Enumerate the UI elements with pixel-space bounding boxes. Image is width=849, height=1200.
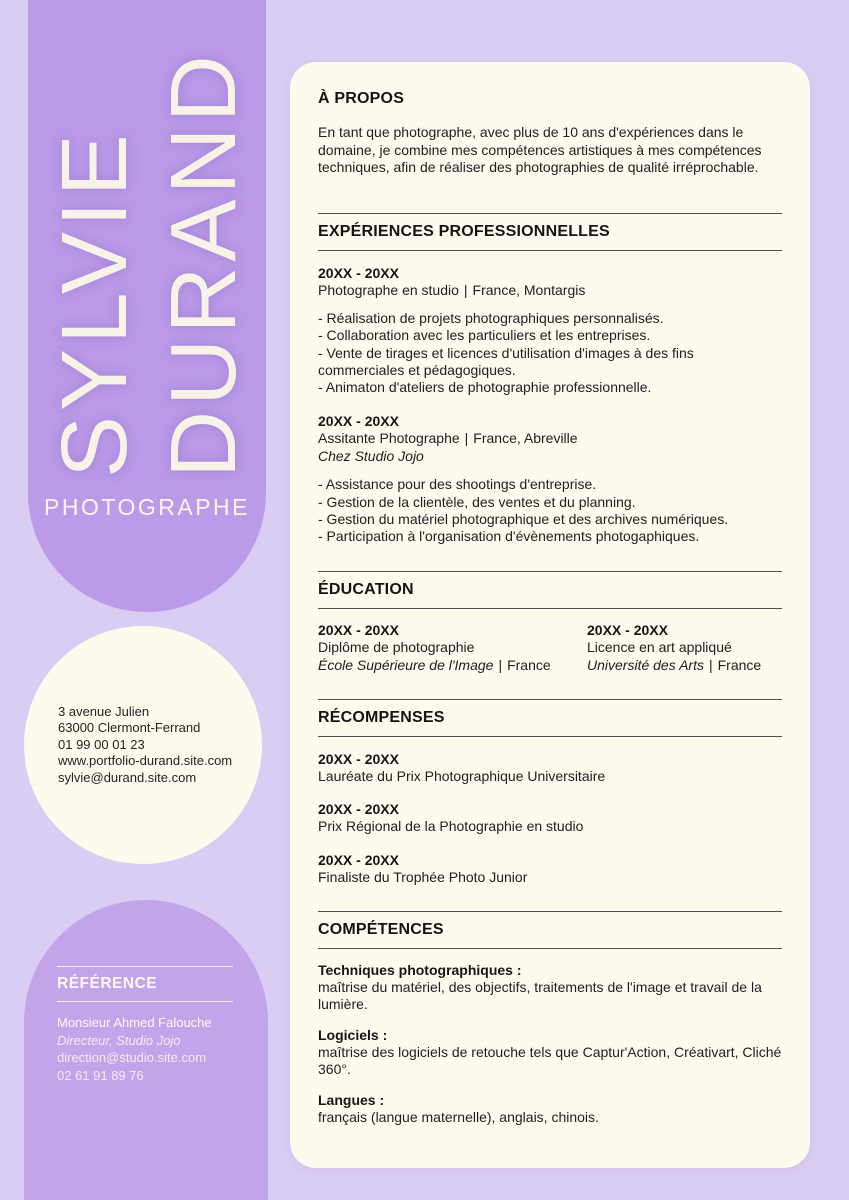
- education-dates: 20XX - 20XX: [587, 621, 668, 638]
- education-location: France: [507, 656, 551, 673]
- contact-address-line2: 63000 Clermont-Ferrand: [58, 720, 201, 736]
- education-entry: [318, 622, 587, 674]
- skill-label: Logiciels :: [318, 1026, 388, 1043]
- experience-heading: [318, 213, 782, 251]
- job-bullets: [318, 476, 782, 546]
- award-label: Lauréate du Prix Photographique Universitaire: [318, 768, 606, 785]
- skills-heading: [318, 911, 782, 949]
- separator: |: [463, 281, 468, 298]
- education-school-line: [318, 657, 587, 674]
- awards-heading: [318, 699, 782, 737]
- education-grid: [318, 622, 782, 674]
- skill-text: maîtrise des logiciels de retouche tels que Captur'Action, Créativart, Cliché 360°.: [318, 1043, 782, 1078]
- skill-group: [318, 1092, 782, 1127]
- separator: |: [708, 656, 713, 673]
- job-dates: 20XX - 20XX: [318, 412, 399, 429]
- skill-label: Techniques photographiques :: [318, 961, 522, 978]
- reference-heading: [57, 966, 233, 1002]
- job-bullet: - Gestion du matériel photographique et des archives numériques.: [318, 510, 729, 527]
- skills-title: COMPÉTENCES: [318, 920, 444, 938]
- last-name-vertical: DURAND: [151, 50, 255, 478]
- contact-info: [58, 704, 248, 786]
- job-dates: 20XX - 20XX: [318, 264, 399, 281]
- education-degree: Licence en art appliqué: [587, 638, 732, 655]
- job-role: Assitante Photographe: [318, 429, 460, 446]
- skill-text: français (langue maternelle), anglais, chinois.: [318, 1108, 599, 1125]
- awards-title: RÉCOMPENSES: [318, 709, 445, 727]
- contact-address-line1: 3 avenue Julien: [58, 704, 150, 719]
- contact-website: www.portfolio-durand.site.com: [58, 753, 233, 769]
- role-title: PHOTOGRAPHE: [44, 494, 250, 520]
- resume-main-card: [290, 62, 810, 1168]
- section-experience: [318, 213, 782, 546]
- job-location: France, Abreville: [473, 429, 578, 446]
- job-bullets: [318, 310, 782, 397]
- reference-name: Monsieur Ahmed Falouche: [57, 1015, 212, 1030]
- award-entry: [318, 751, 782, 785]
- section-education: [318, 571, 782, 674]
- job-role-line: [318, 282, 782, 299]
- education-heading: [318, 571, 782, 609]
- job-bullet: - Collaboration avec les particuliers et les entreprises.: [318, 327, 651, 344]
- education-location: France: [717, 656, 762, 673]
- job-bullet: - Vente de tirages et licences d'utilisation d'images à des fins commerciales et pédagogiques.: [318, 344, 694, 378]
- section-about: [318, 90, 782, 177]
- job-entry: [318, 413, 782, 546]
- award-label: Finaliste du Trophée Photo Junior: [318, 868, 528, 885]
- contact-email: sylvie@durand.site.com: [58, 769, 197, 785]
- education-degree: Diplôme de photographie: [318, 638, 475, 655]
- experience-title: EXPÉRIENCES PROFESSIONNELLES: [318, 222, 610, 240]
- reference-role: Directeur, Studio Jojo: [57, 1032, 181, 1048]
- job-bullet: - Animaton d'ateliers de photographie professionnelle.: [318, 379, 652, 396]
- skill-label: Langues :: [318, 1091, 385, 1108]
- reference-phone: 02 61 91 89 76: [57, 1067, 144, 1083]
- award-dates: 20XX - 20XX: [318, 851, 399, 868]
- about-title: À PROPOS: [318, 90, 405, 107]
- education-dates: 20XX - 20XX: [318, 621, 399, 638]
- section-skills: [318, 911, 782, 1127]
- skill-group: [318, 1027, 782, 1079]
- separator: |: [464, 429, 469, 446]
- job-bullet: - Participation à l'organisation d'évènements photogaphiques.: [318, 528, 700, 545]
- reference-title: RÉFÉRENCE: [57, 975, 158, 992]
- reference-section: [57, 966, 233, 1084]
- award-dates: 20XX - 20XX: [318, 751, 399, 768]
- contact-phone: 01 99 00 01 23: [58, 736, 145, 752]
- first-name-vertical: SYLVIE: [42, 129, 146, 478]
- award-label: Prix Régional de la Photographie en studio: [318, 818, 584, 835]
- award-dates: 20XX - 20XX: [318, 801, 399, 818]
- job-location: France, Montargis: [472, 281, 586, 298]
- reference-email: direction@studio.site.com: [57, 1050, 207, 1065]
- education-school: École Supérieure de l'Image: [318, 656, 494, 673]
- job-company: Chez Studio Jojo: [318, 447, 424, 464]
- job-role: Photographe en studio: [318, 281, 459, 298]
- education-school: Université des Arts: [587, 656, 704, 673]
- job-bullet: - Réalisation de projets photographiques personnalisés.: [318, 309, 664, 326]
- education-entry: [587, 622, 782, 674]
- skill-group: [318, 962, 782, 1014]
- job-role-line: [318, 430, 782, 447]
- education-title: ÉDUCATION: [318, 580, 414, 598]
- skill-text: maîtrise du matériel, des objectifs, traitements de l'image et travail de la lumière.: [318, 978, 762, 1013]
- award-entry: [318, 801, 782, 835]
- job-entry: [318, 265, 782, 397]
- job-bullet: - Gestion de la clientèle, des ventes et du planning.: [318, 493, 636, 510]
- section-awards: [318, 699, 782, 886]
- education-school-line: [587, 657, 782, 674]
- about-text: En tant que photographe, avec plus de 10 ans d'expériences dans le domaine, je combine mes compétences artistiques à mes compétences techniques, afin de réaliser des photographies de qualité irréprochable.: [318, 124, 762, 175]
- separator: |: [498, 656, 503, 673]
- award-entry: [318, 852, 782, 886]
- job-bullet: - Assistance pour des shootings d'entreprise.: [318, 476, 597, 493]
